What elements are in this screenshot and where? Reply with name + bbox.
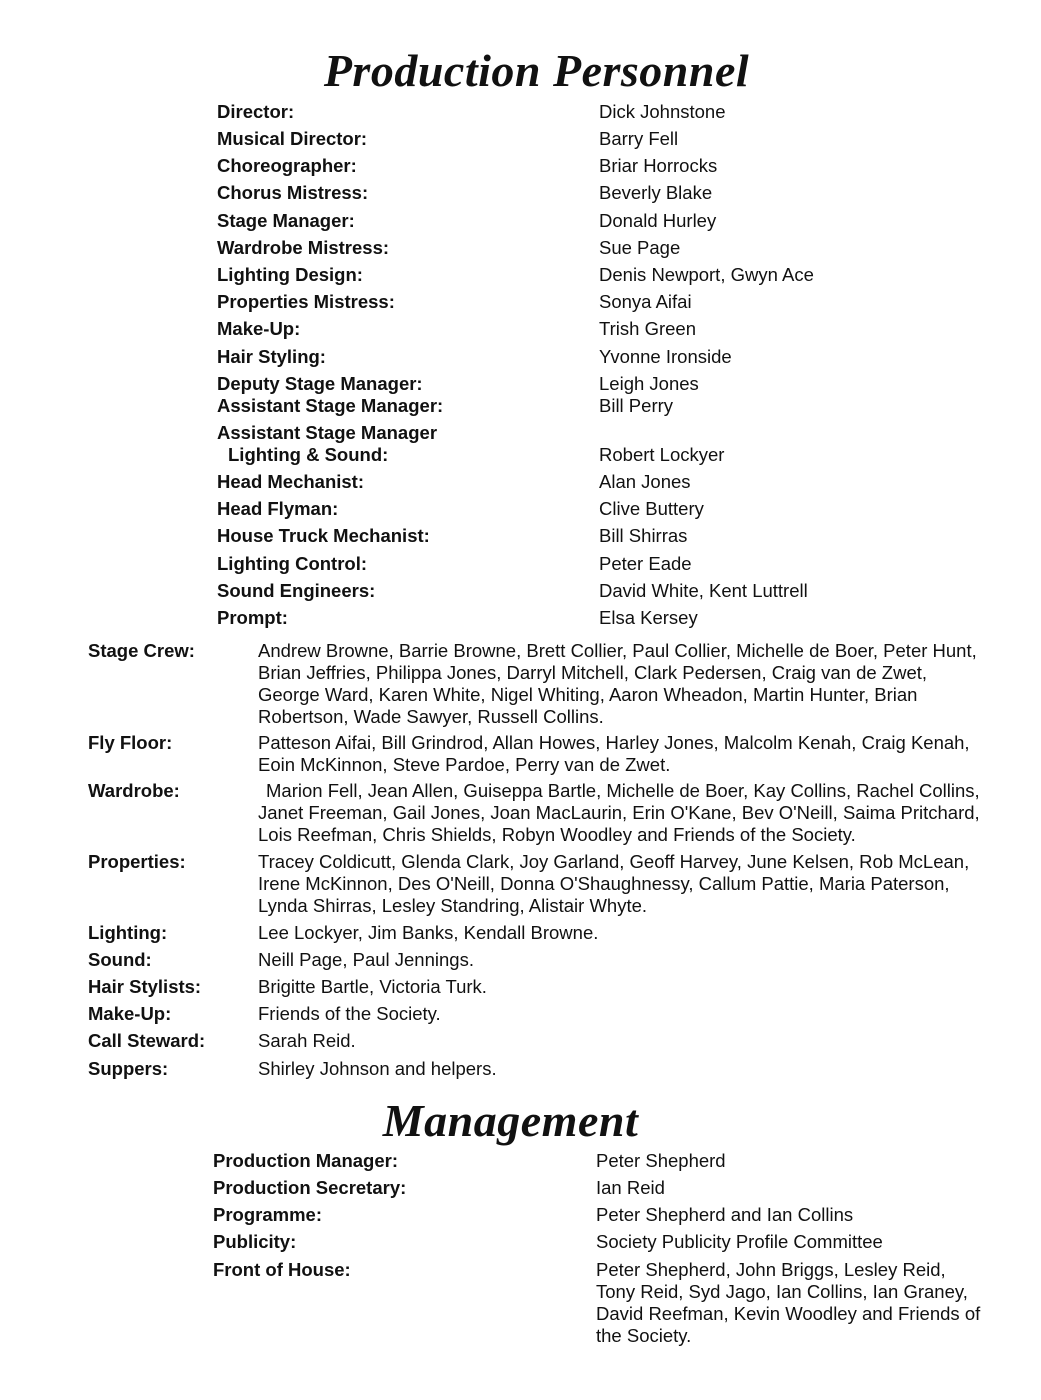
management-value: Peter Shepherd, John Briggs, Lesley Reid, Tony Reid, Syd Jago, Ian Collins, Ian Graney, David Reefman, Kevin Woodley and Friends of the Society.: [596, 1259, 981, 1346]
role-label: Assistant Stage Manager:: [217, 395, 444, 416]
role-label: Chorus Mistress:: [217, 182, 369, 203]
role-label: House Truck Mechanist:: [217, 525, 430, 546]
crew-members: Marion Fell, Jean Allen, Guiseppa Bartle, Michelle de Boer, Kay Collins, Rachel Collins, Janet Freeman, Gail Jones, Joan MacLaurin, Erin O'Kane, Bev O'Neill, Saima Pritchard, Lois Reefman, Chris Shields, Robyn Woodley and Friends of the Society.: [258, 780, 980, 845]
crew-members: Andrew Browne, Barrie Browne, Brett Collier, Paul Collier, Michelle de Boer, Peter Hunt, Brian Jeffries, Philippa Jones, Darryl Mitchell, Clark Pedersen, Craig van de Zwet, George Ward, Karen White, Nigel Whiting, Aaron Wheadon, Martin Hunter, Brian Robertson, Wade Sawyer, Russell Collins.: [258, 640, 977, 727]
role-label: Sound Engineers:: [217, 580, 376, 601]
crew-label: Sound:: [88, 949, 152, 970]
role-value: David White, Kent Luttrell: [599, 580, 808, 601]
crew-members: Patteson Aifai, Bill Grindrod, Allan Howes, Harley Jones, Malcolm Kenah, Craig Kenah, Eoin McKinnon, Steve Pardoe, Perry van de Zwet.: [258, 732, 970, 775]
crew-label: Suppers:: [88, 1058, 169, 1079]
crew-members: Brigitte Bartle, Victoria Turk.: [258, 976, 487, 997]
role-value: Barry Fell: [599, 128, 679, 149]
role-value: Trish Green: [599, 318, 696, 339]
role-label: Make-Up:: [217, 318, 301, 339]
role-value: Robert Lockyer: [599, 444, 725, 465]
management-label: Production Secretary:: [213, 1177, 407, 1198]
role-label: Properties Mistress:: [217, 291, 395, 312]
role-value: Denis Newport, Gwyn Ace: [599, 264, 814, 285]
management-value: Peter Shepherd and Ian Collins: [596, 1204, 854, 1225]
role-label: Hair Styling:: [217, 346, 326, 367]
role-value: Sonya Aifai: [599, 291, 692, 312]
role-value: Beverly Blake: [599, 182, 713, 203]
role-label: Stage Manager:: [217, 210, 355, 231]
role-label: Musical Director:: [217, 128, 368, 149]
management-title: Management: [382, 1095, 639, 1146]
role-label: Choreographer:: [217, 155, 357, 176]
role-value: Briar Horrocks: [599, 155, 718, 176]
role-value: Dick Johnstone: [599, 101, 726, 122]
page-title: Production Personnel: [323, 45, 750, 96]
role-label-continued: Lighting & Sound:: [228, 444, 389, 465]
management-label: Programme:: [213, 1204, 322, 1225]
role-value: Peter Eade: [599, 553, 692, 574]
management-value: Ian Reid: [596, 1177, 665, 1198]
management-label: Publicity:: [213, 1231, 297, 1252]
role-label: Lighting Control:: [217, 553, 368, 574]
role-label: Head Mechanist:: [217, 471, 365, 492]
crew-label: Call Steward:: [88, 1030, 206, 1051]
crew-members: Friends of the Society.: [258, 1003, 441, 1024]
crew-label: Make-Up:: [88, 1003, 172, 1024]
role-label: Prompt:: [217, 607, 288, 628]
role-label: Director:: [217, 101, 295, 122]
crew-members: Sarah Reid.: [258, 1030, 356, 1051]
role-label: Wardrobe Mistress:: [217, 237, 390, 258]
management-label: Front of House:: [213, 1259, 351, 1280]
crew-label: Fly Floor:: [88, 732, 173, 753]
role-value: Bill Shirras: [599, 525, 688, 546]
management-value: Peter Shepherd: [596, 1150, 726, 1171]
role-value: Clive Buttery: [599, 498, 704, 519]
crew-members: Tracey Coldicutt, Glenda Clark, Joy Garland, Geoff Harvey, June Kelsen, Rob McLean, Irene McKinnon, Des O'Neill, Donna O'Shaughnessy, Callum Pattie, Maria Paterson, Lynda Shirras, Lesley Standring, Alistair Whyte.: [258, 851, 970, 916]
role-label: Lighting Design:: [217, 264, 363, 285]
crew-members: Shirley Johnson and helpers.: [258, 1058, 497, 1079]
role-value: Elsa Kersey: [599, 607, 698, 628]
role-label: Deputy Stage Manager:: [217, 373, 423, 394]
role-value: Donald Hurley: [599, 210, 717, 231]
management-label: Production Manager:: [213, 1150, 399, 1171]
crew-label: Wardrobe:: [88, 780, 180, 801]
role-value: Bill Perry: [599, 395, 674, 416]
crew-members: Lee Lockyer, Jim Banks, Kendall Browne.: [258, 922, 599, 943]
crew-members: Neill Page, Paul Jennings.: [258, 949, 474, 970]
management-value: Society Publicity Profile Committee: [596, 1231, 883, 1252]
crew-label: Stage Crew:: [88, 640, 195, 661]
role-value: Leigh Jones: [599, 373, 699, 394]
role-value: Sue Page: [599, 237, 681, 258]
crew-label: Properties:: [88, 851, 186, 872]
role-label: Assistant Stage Manager: [217, 422, 438, 443]
crew-label: Hair Stylists:: [88, 976, 202, 997]
role-value: Alan Jones: [599, 471, 691, 492]
crew-label: Lighting:: [88, 922, 168, 943]
role-label: Head Flyman:: [217, 498, 339, 519]
role-value: Yvonne Ironside: [599, 346, 732, 367]
